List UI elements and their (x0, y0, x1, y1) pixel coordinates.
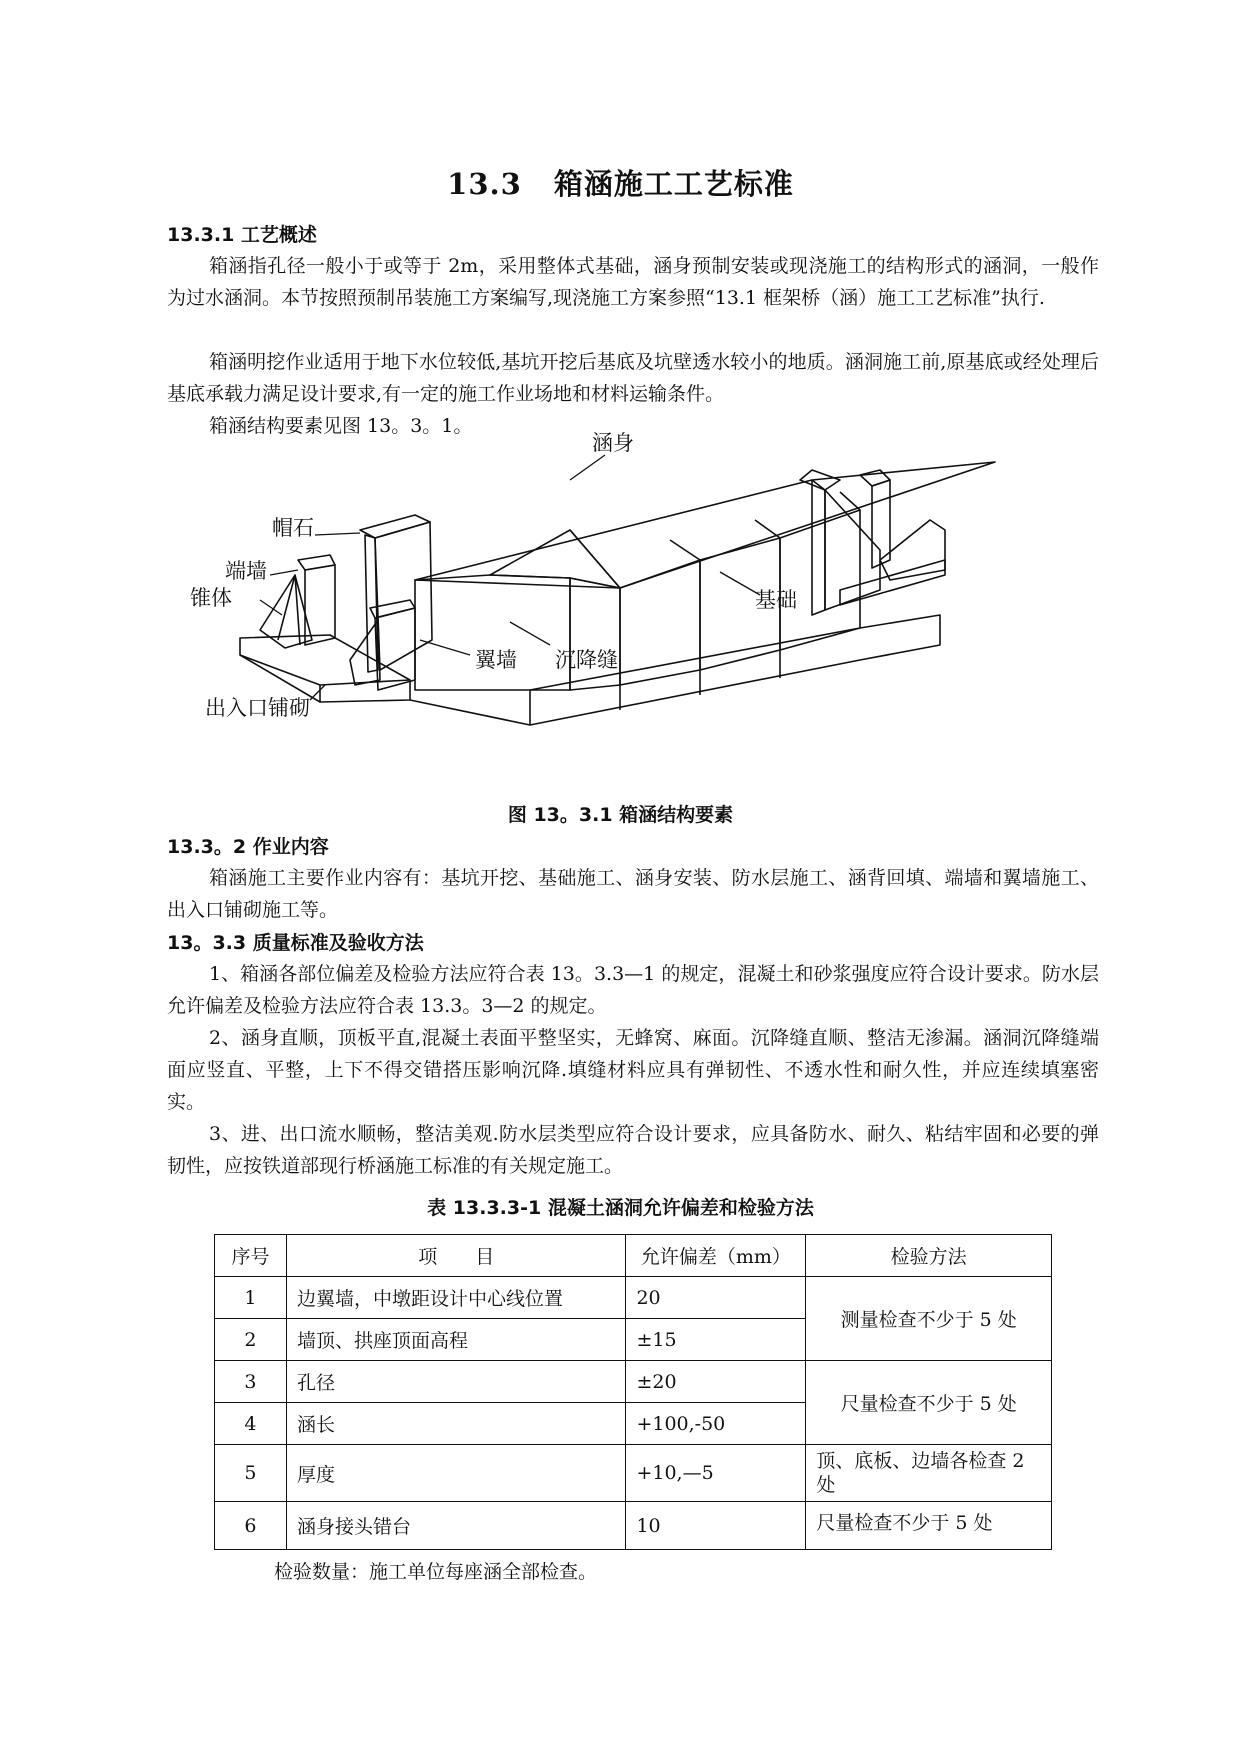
row-no: 1 (215, 1277, 287, 1319)
row-item: 边翼墙，中墩距设计中心线位置 (286, 1277, 626, 1319)
table-row (215, 1361, 1052, 1403)
paragraph-overview-1: 箱涵指孔径一般小于或等于 2m，采用整体式基础，涵身预制安装或现浇施工的结构形式的涵洞，一般作为过水涵洞。本节按照预制吊装施工方案编写,现浇施工方案参照“13.1 框架桥（涵）施工工艺标准”执行. (167, 255, 1099, 309)
label-culvert-body: 涵身 (592, 431, 634, 455)
label-wing-wall: 翼墙 (475, 648, 517, 672)
header-method: 检验方法 (806, 1235, 1052, 1277)
row-tolerance: 20 (626, 1277, 806, 1319)
row-no: 6 (215, 1502, 287, 1550)
row-tolerance: +100,-50 (626, 1403, 806, 1445)
row-item: 墙顶、拱座顶面高程 (286, 1319, 626, 1361)
row-no: 2 (215, 1319, 287, 1361)
inspection-note: 检验数量：施工单位每座涵全部检查。 (274, 1561, 598, 1583)
row-no: 4 (215, 1403, 287, 1445)
label-entrance-paving: 出入口铺砌 (205, 696, 310, 720)
paragraph-work-content: 箱涵施工主要作业内容有：基坑开挖、基础施工、涵身安装、防水层施工、涵背回填、端墙和翼墙施工、出入口铺砌施工等。 (167, 867, 1099, 921)
figure-caption: 图 13。3.1 箱涵结构要素 (507, 804, 734, 826)
label-end-wall: 端墙 (225, 559, 267, 583)
paragraph-overview-2: 箱涵明挖作业适用于地下水位较低,基坑开挖后基底及坑壁透水较小的地质。涵洞施工前,原基底或经处理后基底承载力满足设计要求,有一定的施工作业场地和材料运输条件。 (167, 351, 1099, 405)
paragraph-quality-3: 3、进、出口流水顺畅，整洁美观.防水层类型应符合设计要求，应具备防水、耐久、粘结牢固和必要的弹韧性，应按铁道部现行桥涵施工标准的有关规定施工。 (167, 1123, 1099, 1177)
row-tolerance: +10,—5 (626, 1445, 806, 1502)
row-item: 涵长 (286, 1403, 626, 1445)
label-foundation: 基础 (755, 588, 797, 612)
section-heading-overview: 13.3.1 工艺概述 (167, 224, 317, 246)
wing-wall (375, 608, 415, 690)
row-item: 孔径 (286, 1361, 626, 1403)
row-no: 5 (215, 1445, 287, 1502)
box-culvert-structure-diagram (190, 431, 1020, 790)
header-item: 项 目 (286, 1235, 626, 1277)
tolerance-table (214, 1234, 1052, 1550)
row-method: 尺量检查不少于 5 处 (806, 1361, 1052, 1445)
table-header-row (215, 1235, 1052, 1277)
table-row (215, 1277, 1052, 1319)
title-number: 13.3 (447, 167, 522, 201)
row-item: 涵身接头错台 (286, 1502, 626, 1550)
entrance-paving (240, 635, 410, 702)
section-heading-quality: 13。3.3 质量标准及验收方法 (167, 932, 424, 954)
title-text: 箱涵施工工艺标准 (553, 167, 794, 201)
row-method: 测量检查不少于 5 处 (806, 1277, 1052, 1361)
row-tolerance: ±20 (626, 1361, 806, 1403)
header-tolerance: 允许偏差（mm） (626, 1235, 806, 1277)
culvert-segment-1 (415, 575, 570, 690)
paragraph-quality-1: 1、箱涵各部位偏差及检验方法应符合表 13。3.3—1 的规定，混凝土和砂浆强度应符合设计要求。防水层允许偏差及检验方法应符合表 13.3。3—2 的规定。 (167, 963, 1099, 1017)
row-item: 厚度 (286, 1445, 626, 1502)
label-cap-stone: 帽石 (272, 516, 314, 540)
row-tolerance: 10 (626, 1502, 806, 1550)
row-method: 顶、底板、边墙各检查 2 处 (806, 1445, 1052, 1502)
row-tolerance: ±15 (626, 1319, 806, 1361)
paragraph-overview-3: 箱涵结构要素见图 13。3。1。 (209, 415, 473, 437)
near-cap-stone (360, 515, 430, 538)
table-caption: 表 13.3.3-1 混凝土涵洞允许偏差和检验方法 (427, 1197, 814, 1219)
row-method: 尺量检查不少于 5 处 (806, 1502, 1052, 1550)
paragraph-quality-2: 2、涵身直顺，顶板平直,混凝土表面平整坚实，无蜂窝、麻面。沉降缝直顺、整洁无渗漏。涵洞沉降缝端面应竖直、平整，上下不得交错搭压影响沉降.填缝材料应具有弹韧性、不透水性和耐久性，并应连续填塞密实。 (167, 1027, 1099, 1113)
page-title (0, 162, 1241, 203)
table-row (215, 1445, 1052, 1502)
table-row (215, 1502, 1052, 1550)
label-cone: 锥体 (190, 586, 232, 610)
label-settlement-joint: 沉降缝 (555, 648, 618, 672)
section-heading-work-content: 13.3。2 作业内容 (167, 836, 329, 858)
row-no: 3 (215, 1361, 287, 1403)
header-no: 序号 (215, 1235, 287, 1277)
